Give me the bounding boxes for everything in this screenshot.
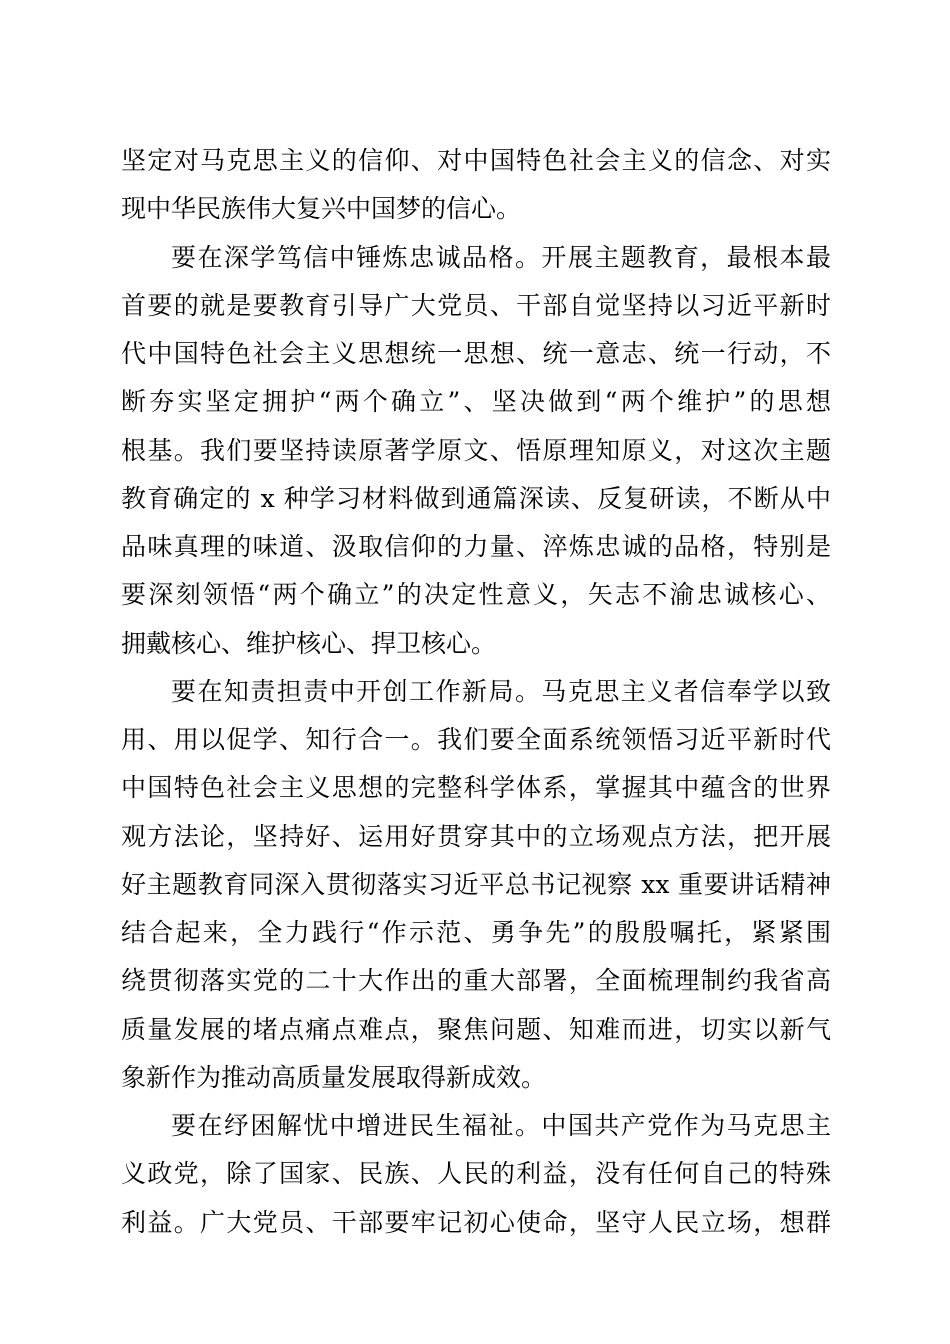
text-line: 中国特色社会主义思想的完整科学体系，掌握其中蕴含的世界 [121,773,831,803]
text-line: 教育确定的 x 种学习材料做到通篇深读、反复研读，不断从中 [121,483,831,513]
paragraph-first-line: 要在纾困解忧中增进民生福祉。中国共产党作为马克思主 [171,1111,831,1140]
text-line: 象新作为推动高质量发展取得新成效。 [121,1062,547,1092]
text-line: 好主题教育同深入贯彻落实习近平总书记视察 xx 重要讲话精神 [121,869,831,899]
text-line: 代中国特色社会主义思想统一思想、统一意志、统一行动，不 [121,339,831,368]
text-line: 质量发展的堵点痛点难点，聚焦问题、知难而进，切实以新气 [121,1014,831,1044]
text-line: 利益。广大党员、干部要牢记初心使命，坚守人民立场，想群 [121,1207,831,1237]
text-line: 义政党，除了国家、民族、人民的利益，没有任何自己的特殊 [121,1159,831,1189]
text-line: 断夯实坚定拥护“两个确立”、坚决做到“两个维护”的思想 [121,387,831,417]
text-line: 要深刻领悟“两个确立”的决定性意义，矢志不渝忠诚核心、 [121,580,831,610]
text-line: 根基。我们要坚持读原著学原文、悟原理知原义，对这次主题 [121,435,831,465]
document-body [121,137,831,1247]
text-line: 首要的就是要教育引导广大党员、干部自觉坚持以习近平新时 [121,290,831,320]
text-line: 观方法论，坚持好、运用好贯穿其中的立场观点方法，把开展 [121,821,831,851]
text-line: 用、用以促学、知行合一。我们要全面系统领悟习近平新时代 [121,725,831,754]
text-line: 拥戴核心、维护核心、捍卫核心。 [121,628,497,658]
text-line: 结合起来，全力践行“作示范、勇争先”的殷殷嘱托，紧紧围 [121,918,831,947]
paragraph-first-line: 要在知责担责中开创工作新局。马克思主义者信奉学以致 [171,676,831,706]
text-line: 坚定对马克思主义的信仰、对中国特色社会主义的信念、对实 [121,146,831,175]
text-line: 现中华民族伟大复兴中国梦的信心。 [121,194,522,224]
text-line: 品味真理的味道、汲取信仰的力量、淬炼忠诚的品格，特别是 [121,532,831,561]
text-line: 绕贯彻落实党的二十大作出的重大部署，全面梳理制约我省高 [121,966,831,996]
paragraph-first-line: 要在深学笃信中锤炼忠诚品格。开展主题教育，最根本最 [171,242,831,272]
